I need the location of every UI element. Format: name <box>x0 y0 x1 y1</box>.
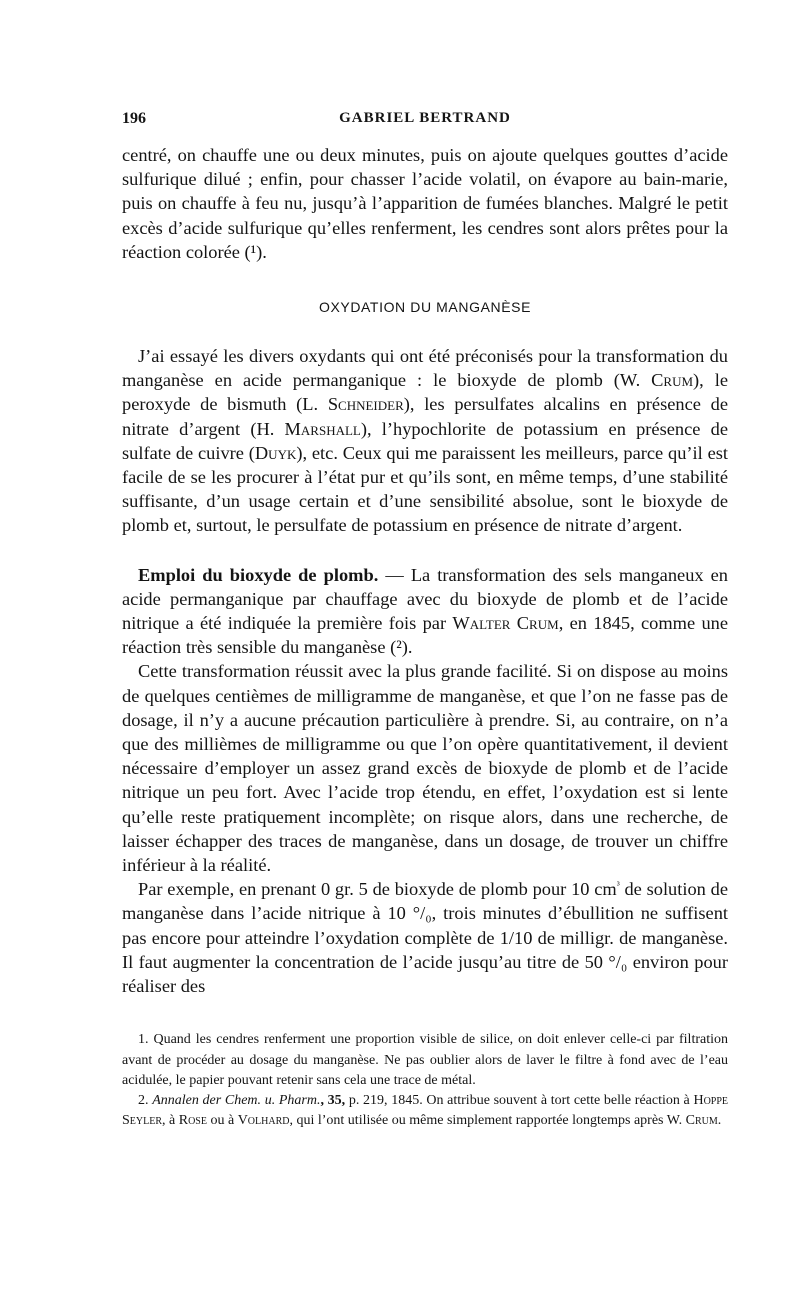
author-volhard: Volhard <box>237 1113 290 1129</box>
footnote-1: 1. Quand les cendres renferment une proportion visible de silice, on doit enlever celle-ci par filtration avant de procéder au dosage du manganèse. Ne pas oublier alors de laver le filtre à fond avec de l’eau acidulée, le papier pouvant retenir sans cela une trace de métal. <box>122 1032 728 1088</box>
author-schneider: Schneider <box>327 394 404 415</box>
oxidants-paragraph: J’ai essayé les divers oxydants qui ont été préconisés pour la transformation du manganèse en acide permanganique : le bioxyde de plomb (W. Crum), le peroxyde de bismuth (L. Schneider), les persulfates alcalins en présence de nitrate d’argent (H. Marshall), l’hypochlorite de potassium en présence de sulfate de cuivre (Duyk), etc. Ceux qui me paraissent les meilleurs, parce qu’il est facile de se les procurer à l’état pur et qu’ils sont, en même temps, d’une stabilité suffisante, d’un usage certain et d’une sensibilité absolue, sont le bioxyde de plomb et, surtout, le persulfate de potassium en présence de nitrate d’argent. <box>122 346 728 536</box>
journal-title: Annalen der Chem. u. Pharm. <box>152 1092 321 1108</box>
transformation-paragraph: Cette transformation réussit avec la plus grande facilité. Si on dispose au moins de quelques centièmes de milligramme de manganèse, et que l’on ne fasse pas de dosage, il n’y a aucune précaution particulière à prendre. Si, au contraire, on n’a que des millièmes de milligramme ou que l’on opère quantitativement, il devient nécessaire d’employer un assez grand excès de bioxyde de plomb et de l’acide nitrique un peu fort. Avec l’acide trop étendu, en effet, l’oxydation est si lente qu’elle reste pratiquement incomplète; on risque alors, dans une recherche, de laisser échapper des traces de manganèse, dans un dosage, de trouver un chiffre inférieur à la réalité. <box>122 661 728 876</box>
footnote-ref-1[interactable]: (¹). <box>244 241 267 262</box>
journal-volume: , 35, <box>320 1092 346 1108</box>
author-crum: Crum <box>651 370 694 391</box>
section-heading: OXYDATION DU MANGANÈSE <box>318 299 532 316</box>
runin-heading: Emploi du bioxyde de plomb. <box>138 564 379 585</box>
author-marshall: Marshall <box>284 418 361 439</box>
intro-paragraph <box>122 143 728 264</box>
body-text <box>122 143 728 1131</box>
page-header <box>122 110 728 132</box>
running-title: GABRIEL BERTRAND <box>339 110 511 126</box>
superscript-three: ³ <box>616 880 620 892</box>
exemple-paragraph: Par exemple, en prenant 0 gr. 5 de bioxyde de plomb pour 10 $cm^{^3}$ de solution de manganèse dans l’acide nitrique à 10 °/₀, trois minutes d’ébullition ne suffisent pas encore pour atteindre l’oxydation complète de 1/10 de milligr. de manganèse. Il faut augmenter la concentration de l’acide jusqu’au titre de 50 °/₀ environ pour réaliser des <box>122 879 728 997</box>
footnote-ref-2[interactable]: (²). <box>390 637 413 658</box>
author-rose: Rose <box>178 1113 207 1129</box>
author-hoppe-seyler: Hoppe Seyler <box>122 1092 729 1129</box>
footnotes <box>122 1030 728 1131</box>
intro-text: centré, on chauffe une ou deux minutes, puis on ajoute quelques gouttes d’acide sulfurique dilué ; enfin, pour chasser l’acide volatil, on évapore au bain-marie, puis on chauffe à feu nu, jusqu’à l’apparition de fumées blanches. Malgré le petit excès d’acide sulfurique qu’elles renferment, les cendres sont alors prêtes pour la réaction colorée <box>122 145 728 262</box>
author-walter-crum: Walter Crum <box>452 613 559 634</box>
page-number: 196 <box>122 110 146 127</box>
author-crum-note: Crum <box>685 1113 718 1129</box>
emploi-paragraph: Emploi du bioxyde de plomb. — La transformation des sels manganeux en acide permanganique par chauffage avec du bioxyde de plomb et de l’acide nitrique a été indiquée la première fois par Walter Crum, en 1845, comme une réaction très sensible du manganèse (²). <box>122 564 729 658</box>
footnote-2: 2. Annalen der Chem. u. Pharm., 35, p. 219, 1845. On attribue souvent à tort cette belle réaction à Hoppe Seyler, à Rose ou à Volhard, qui l’ont utilisée ou même simplement rapportée longtemps après W. Crum. <box>122 1092 729 1129</box>
author-duyk: Duyk <box>254 442 297 463</box>
